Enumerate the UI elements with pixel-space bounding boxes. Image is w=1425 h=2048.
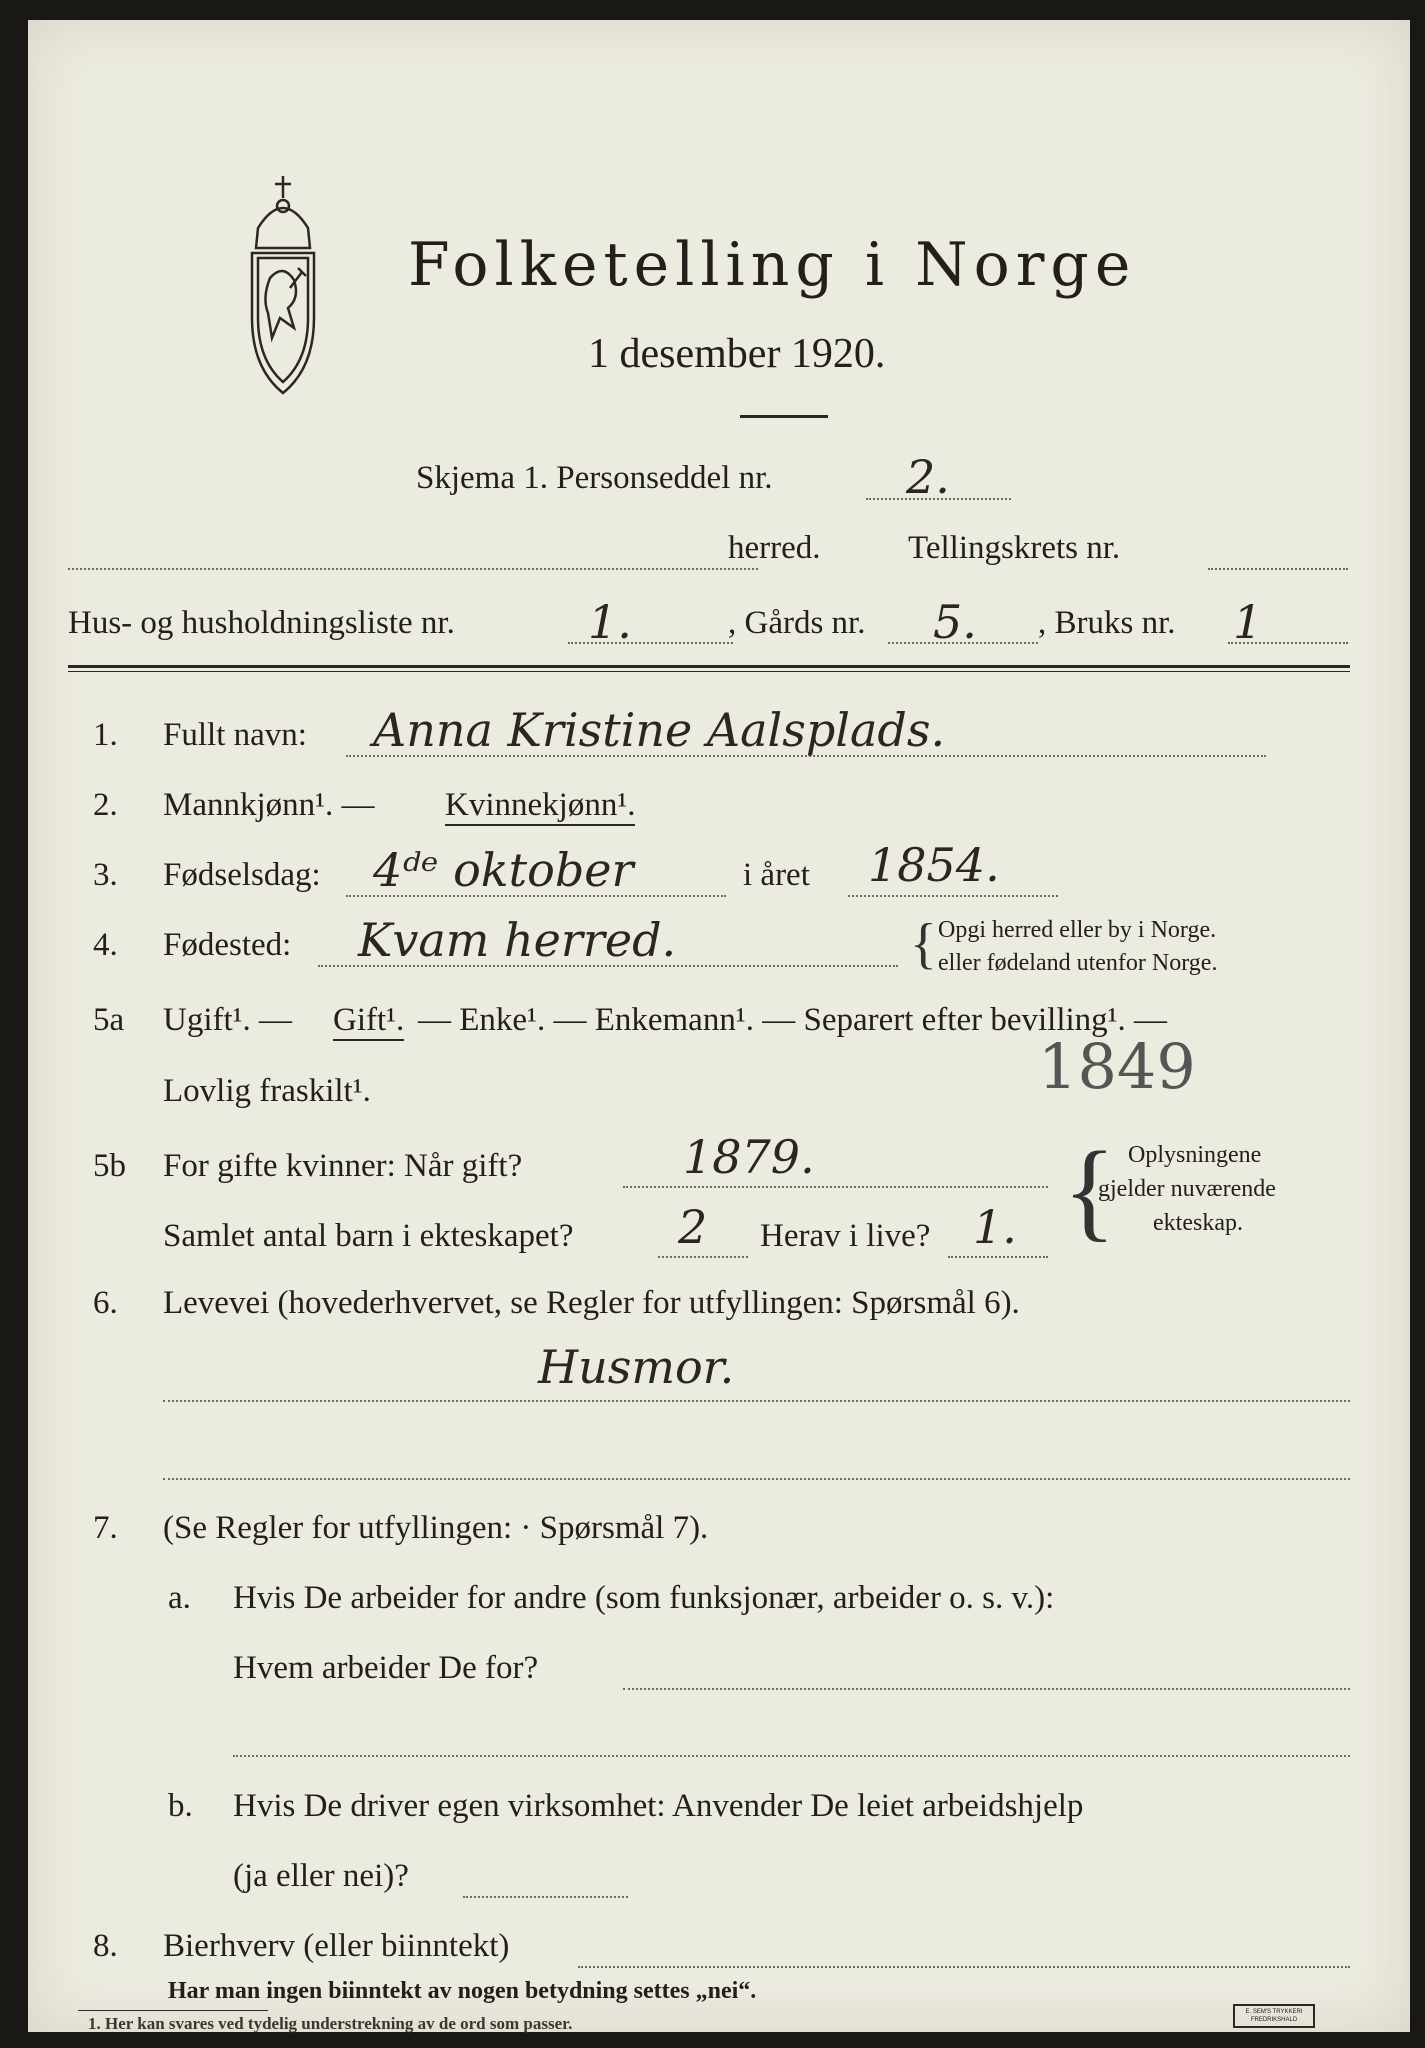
q3-label: Fødselsdag: xyxy=(163,857,321,893)
footnote-rule xyxy=(78,2010,268,2011)
q5a-gift-underlined: Gift¹. xyxy=(333,1002,404,1041)
personseddel-value: 2. xyxy=(906,450,950,504)
bruks-value: 1 xyxy=(1233,595,1263,649)
bruks-label: , Bruks nr. xyxy=(1038,605,1176,641)
q5b-note-2: gjelder nuværende xyxy=(1098,1176,1276,1202)
form-title: Folketelling i Norge xyxy=(408,230,1137,300)
q3-year-value: 1854. xyxy=(868,838,1000,892)
q3-year-field xyxy=(848,895,1058,897)
herred-field xyxy=(68,568,758,570)
q5a-annotation: 1849 xyxy=(1038,1030,1196,1103)
q3-year-label: i året xyxy=(743,857,810,893)
q1-value: Anna Kristine Aalsplads. xyxy=(373,703,946,757)
q5a-number: 5a xyxy=(93,1002,125,1038)
q2-female-underlined: Kvinnekjønn¹. xyxy=(445,787,635,826)
q5b-children-field xyxy=(658,1256,748,1258)
q7a-question: Hvem arbeider De for? xyxy=(233,1650,539,1686)
q6-label: Levevei (hovederhvervet, se Regler for utfyllingen: Spørsmål 6). xyxy=(163,1285,1020,1321)
herred-label: herred. xyxy=(728,530,821,566)
q7a-field-2 xyxy=(233,1755,1350,1757)
q6-field-2 xyxy=(163,1478,1350,1480)
q5b-alive-value: 1. xyxy=(973,1200,1017,1254)
q8-number: 8. xyxy=(93,1928,118,1964)
q4-brace: { xyxy=(910,913,937,975)
q5b-note-3: ekteskap. xyxy=(1153,1210,1243,1236)
q6-number: 6. xyxy=(93,1285,118,1321)
q7b-question: (ja eller nei)? xyxy=(233,1858,409,1894)
q5b-children-label: Samlet antal barn i ekteskapet? xyxy=(163,1218,574,1254)
tellingskrets-label: Tellingskrets nr. xyxy=(908,530,1121,566)
hus-label: Hus- og husholdningsliste nr. xyxy=(68,605,455,641)
census-form-page xyxy=(28,20,1410,2032)
q5b-note-1: Oplysningene xyxy=(1128,1142,1262,1168)
q3-value: 4ᵈᵉ oktober xyxy=(373,843,634,897)
q5a-fraskilt: Lovlig fraskilt¹. xyxy=(163,1073,371,1109)
q7b-field xyxy=(463,1896,628,1898)
header-rule xyxy=(68,665,1350,668)
q5b-alive-label: Herav i live? xyxy=(760,1218,931,1254)
q4-value: Kvam herred. xyxy=(358,913,677,967)
q7b-text: Hvis De driver egen virksomhet: Anvender De leiet arbeidshjelp xyxy=(233,1788,1084,1824)
q4-note-1: Opgi herred eller by i Norge. xyxy=(938,917,1217,943)
q4-note-2: eller fødeland utenfor Norge. xyxy=(938,950,1218,976)
q7a-field-1 xyxy=(623,1688,1350,1690)
footer-note: Har man ingen biinntekt av nogen betydning settes „nei“. xyxy=(168,1978,757,2004)
q7b-letter: b. xyxy=(168,1788,193,1824)
q4-label: Fødested: xyxy=(163,927,292,963)
personseddel-label: Skjema 1. Personseddel nr. xyxy=(416,460,773,496)
q5b-number: 5b xyxy=(93,1148,126,1184)
q1-label: Fullt navn: xyxy=(163,717,307,753)
q5b-value: 1879. xyxy=(683,1130,815,1184)
printer-stamp: E. SEM'S TRYKKERI FREDRIKSHALD xyxy=(1233,2004,1315,2028)
q5a-ugift: Ugift¹. — xyxy=(163,1002,293,1038)
header-rule-thin xyxy=(68,671,1350,672)
q5b-alive-field xyxy=(948,1256,1048,1258)
q1-number: 1. xyxy=(93,717,118,753)
footnote: 1. Her kan svares ved tydelig understrekning av de ord som passer. xyxy=(88,2014,573,2033)
q5b-field xyxy=(623,1186,1048,1188)
q7a-text: Hvis De arbeider for andre (som funksjonær, arbeider o. s. v.): xyxy=(233,1580,1055,1616)
tellingskrets-field xyxy=(1208,568,1348,570)
gards-label: , Gårds nr. xyxy=(728,605,866,641)
title-divider xyxy=(740,415,828,418)
q5b-children-value: 2 xyxy=(678,1200,708,1254)
q5b-brace: { xyxy=(1063,1129,1116,1251)
q8-label: Bierhverv (eller biinntekt) xyxy=(163,1928,510,1964)
gards-value: 5. xyxy=(933,595,977,649)
q2-number: 2. xyxy=(93,787,118,823)
q6-value: Husmor. xyxy=(538,1340,735,1394)
q5b-label: For gifte kvinner: Når gift? xyxy=(163,1148,523,1184)
q5a-rest: — Enke¹. — Enkemann¹. — Separert efter bevilling¹. — xyxy=(418,1002,1168,1038)
q3-number: 3. xyxy=(93,857,118,893)
q8-field xyxy=(578,1966,1350,1968)
census-date: 1 desember 1920. xyxy=(588,331,886,377)
q7a-letter: a. xyxy=(168,1580,191,1616)
hus-value: 1. xyxy=(588,595,632,649)
q6-field-1 xyxy=(163,1400,1350,1402)
q4-number: 4. xyxy=(93,927,118,963)
q7-number: 7. xyxy=(93,1510,118,1546)
q2-male: Mannkjønn¹. — xyxy=(163,787,375,823)
q7-label: (Se Regler for utfyllingen: · Spørsmål 7). xyxy=(163,1510,709,1546)
norwegian-coat-of-arms-icon xyxy=(228,168,338,403)
